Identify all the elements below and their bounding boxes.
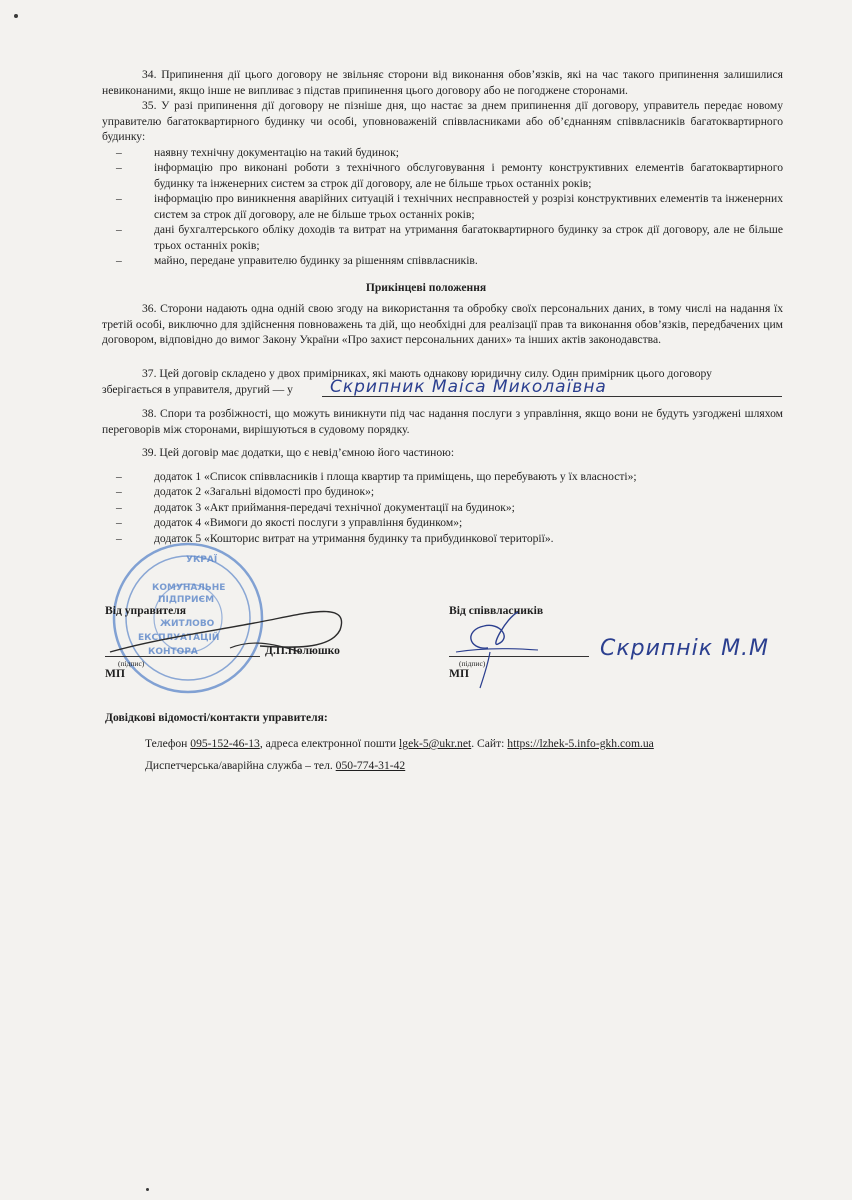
manager-mp: МП [105,667,125,680]
dispatch-phone-link[interactable]: 050-774-31-42 [335,759,406,772]
email-link[interactable]: lgek-5@ukr.net [399,737,472,750]
coowners-label: Від співвласників [449,604,544,617]
handwritten-name: Скрипник Маіса Миколаївна [330,377,607,397]
list-item: – додаток 3 «Акт приймання-передачі технічної документації на будинок»; [102,500,783,516]
section-final [102,301,783,348]
coowners-signature [450,608,540,690]
list-item: – додаток 2 «Загальні відомості про будинок»; [102,484,783,500]
list-item: – наявну технічну документацію на такий будинок; [102,145,783,161]
scan-mark [146,1188,149,1191]
contacts-line-1 [145,737,654,750]
paragraph-39-block [102,445,783,546]
paragraph-37-line2: зберігається в управителя, другий — у [102,383,293,396]
stamp-text: КОНТОРА [148,647,198,657]
phone-label: Телефон [145,737,188,750]
list-item: – додаток 5 «Кошторис витрат на утримання будинку та прибудинкової території». [102,531,783,547]
paragraph-36: 36. Сторони надають одна одній свою згоду на використання та обробку своїх персональних даних, в тому числі на надання їх третій особі, виключно для здійснення повноважень та дій, що необхідні для реалізації прав та виконання обов’язків, передбачених цим договором, відповідно до вимог Закону України «Про захист персональних даних» та інших актів законодавства. [102,302,783,346]
paragraph-34: 34. Припинення дії цього договору не звільняє сторони від виконання обов’язків, які на час такого припинення залишилися невиконаними, якщо інше не випливає з підстав припинення цього договору або не погоджене сторонами. [102,68,783,97]
manager-label: Від управителя [105,604,186,617]
contacts-heading: Довідкові відомості/контакти управителя: [105,711,328,724]
list-item: – дані бухгалтерського обліку доходів та витрат на утримання багатоквартирного будинку за строк дії договору, але не більше трьох останніх років; [102,222,783,253]
section-title: Прикінцеві положення [365,281,487,294]
scan-mark [14,14,18,18]
list-item: – інформацію про виникнення аварійних ситуацій і технічних несправностей у розрізі конструктивних елементів та інженерних систем за строк дії договору, але не більше трьох останніх років; [102,191,783,222]
section-termination [102,67,783,269]
email-label: , адреса електронної пошти [259,737,397,750]
paragraph-38: 38. Спори та розбіжності, що можуть виникнути під час надання послуги з управління, якщо вони не будуть узгоджені шляхом переговорів між сторонами, вирішуються в судовому порядку. [102,407,783,436]
paragraph-38-block [102,406,783,437]
list-39 [102,469,783,547]
dispatch-label: Диспетчерська/аварійна служба – тел. [145,759,333,772]
coowners-sign-caption: (підпис) [459,659,486,668]
list-item: – додаток 4 «Вимоги до якості послуги з управління будинком»; [102,515,783,531]
contacts-line-2 [145,759,405,772]
paragraph-37-line1: 37. Цей договір складено у двох примірниках, які мають однакову юридичну силу. Один примірник цього договору [142,367,712,380]
stamp-text: ЕКСПЛУАТАЦІЙ [138,633,220,643]
paragraph-35: 35. У разі припинення дії договору не пізніше дня, що настає за днем припинення дії договору, управитель передає новому управителю багатоквартирного будинку чи особі, уповноваженій співвласниками або об’єднанням співвласників багатоквартирного будинку: [102,99,783,143]
coowners-handwritten-name: Скрипнік М.М [600,636,770,661]
coowners-mp: МП [449,667,469,680]
stamp-text: КОМУНАЛЬНЕ [152,583,226,593]
manager-name: Д.П.Полюшко [265,644,340,657]
list-35 [102,145,783,269]
list-item: – інформацію про виконані роботи з технічного обслуговування і ремонту конструктивних елементів багатоквартирного будинку та інженерних систем за строк дії договору, але не більше трьох останніх років; [102,160,783,191]
site-link[interactable]: https://lzhek-5.info-gkh.com.ua [507,737,654,750]
phone-link[interactable]: 095-152-46-13 [190,737,260,750]
stamp-text: ПІДПРИЄМ [158,595,215,605]
manager-signature [100,590,380,670]
site-label: . Сайт: [471,737,505,750]
manager-sign-caption: (підпис) [118,659,145,668]
stamp-text: УКРАЇ [186,555,218,565]
list-item: – додаток 1 «Список співвласників і площа квартир та приміщень, що перебувають у їх власності»; [102,469,783,485]
list-item: – майно, передане управителю будинку за рішенням співвласників. [102,253,783,269]
paragraph-39: 39. Цей договір має додатки, що є невід’ємною його частиною: [142,446,455,459]
stamp-text: ЖИТЛОВО [160,619,215,629]
